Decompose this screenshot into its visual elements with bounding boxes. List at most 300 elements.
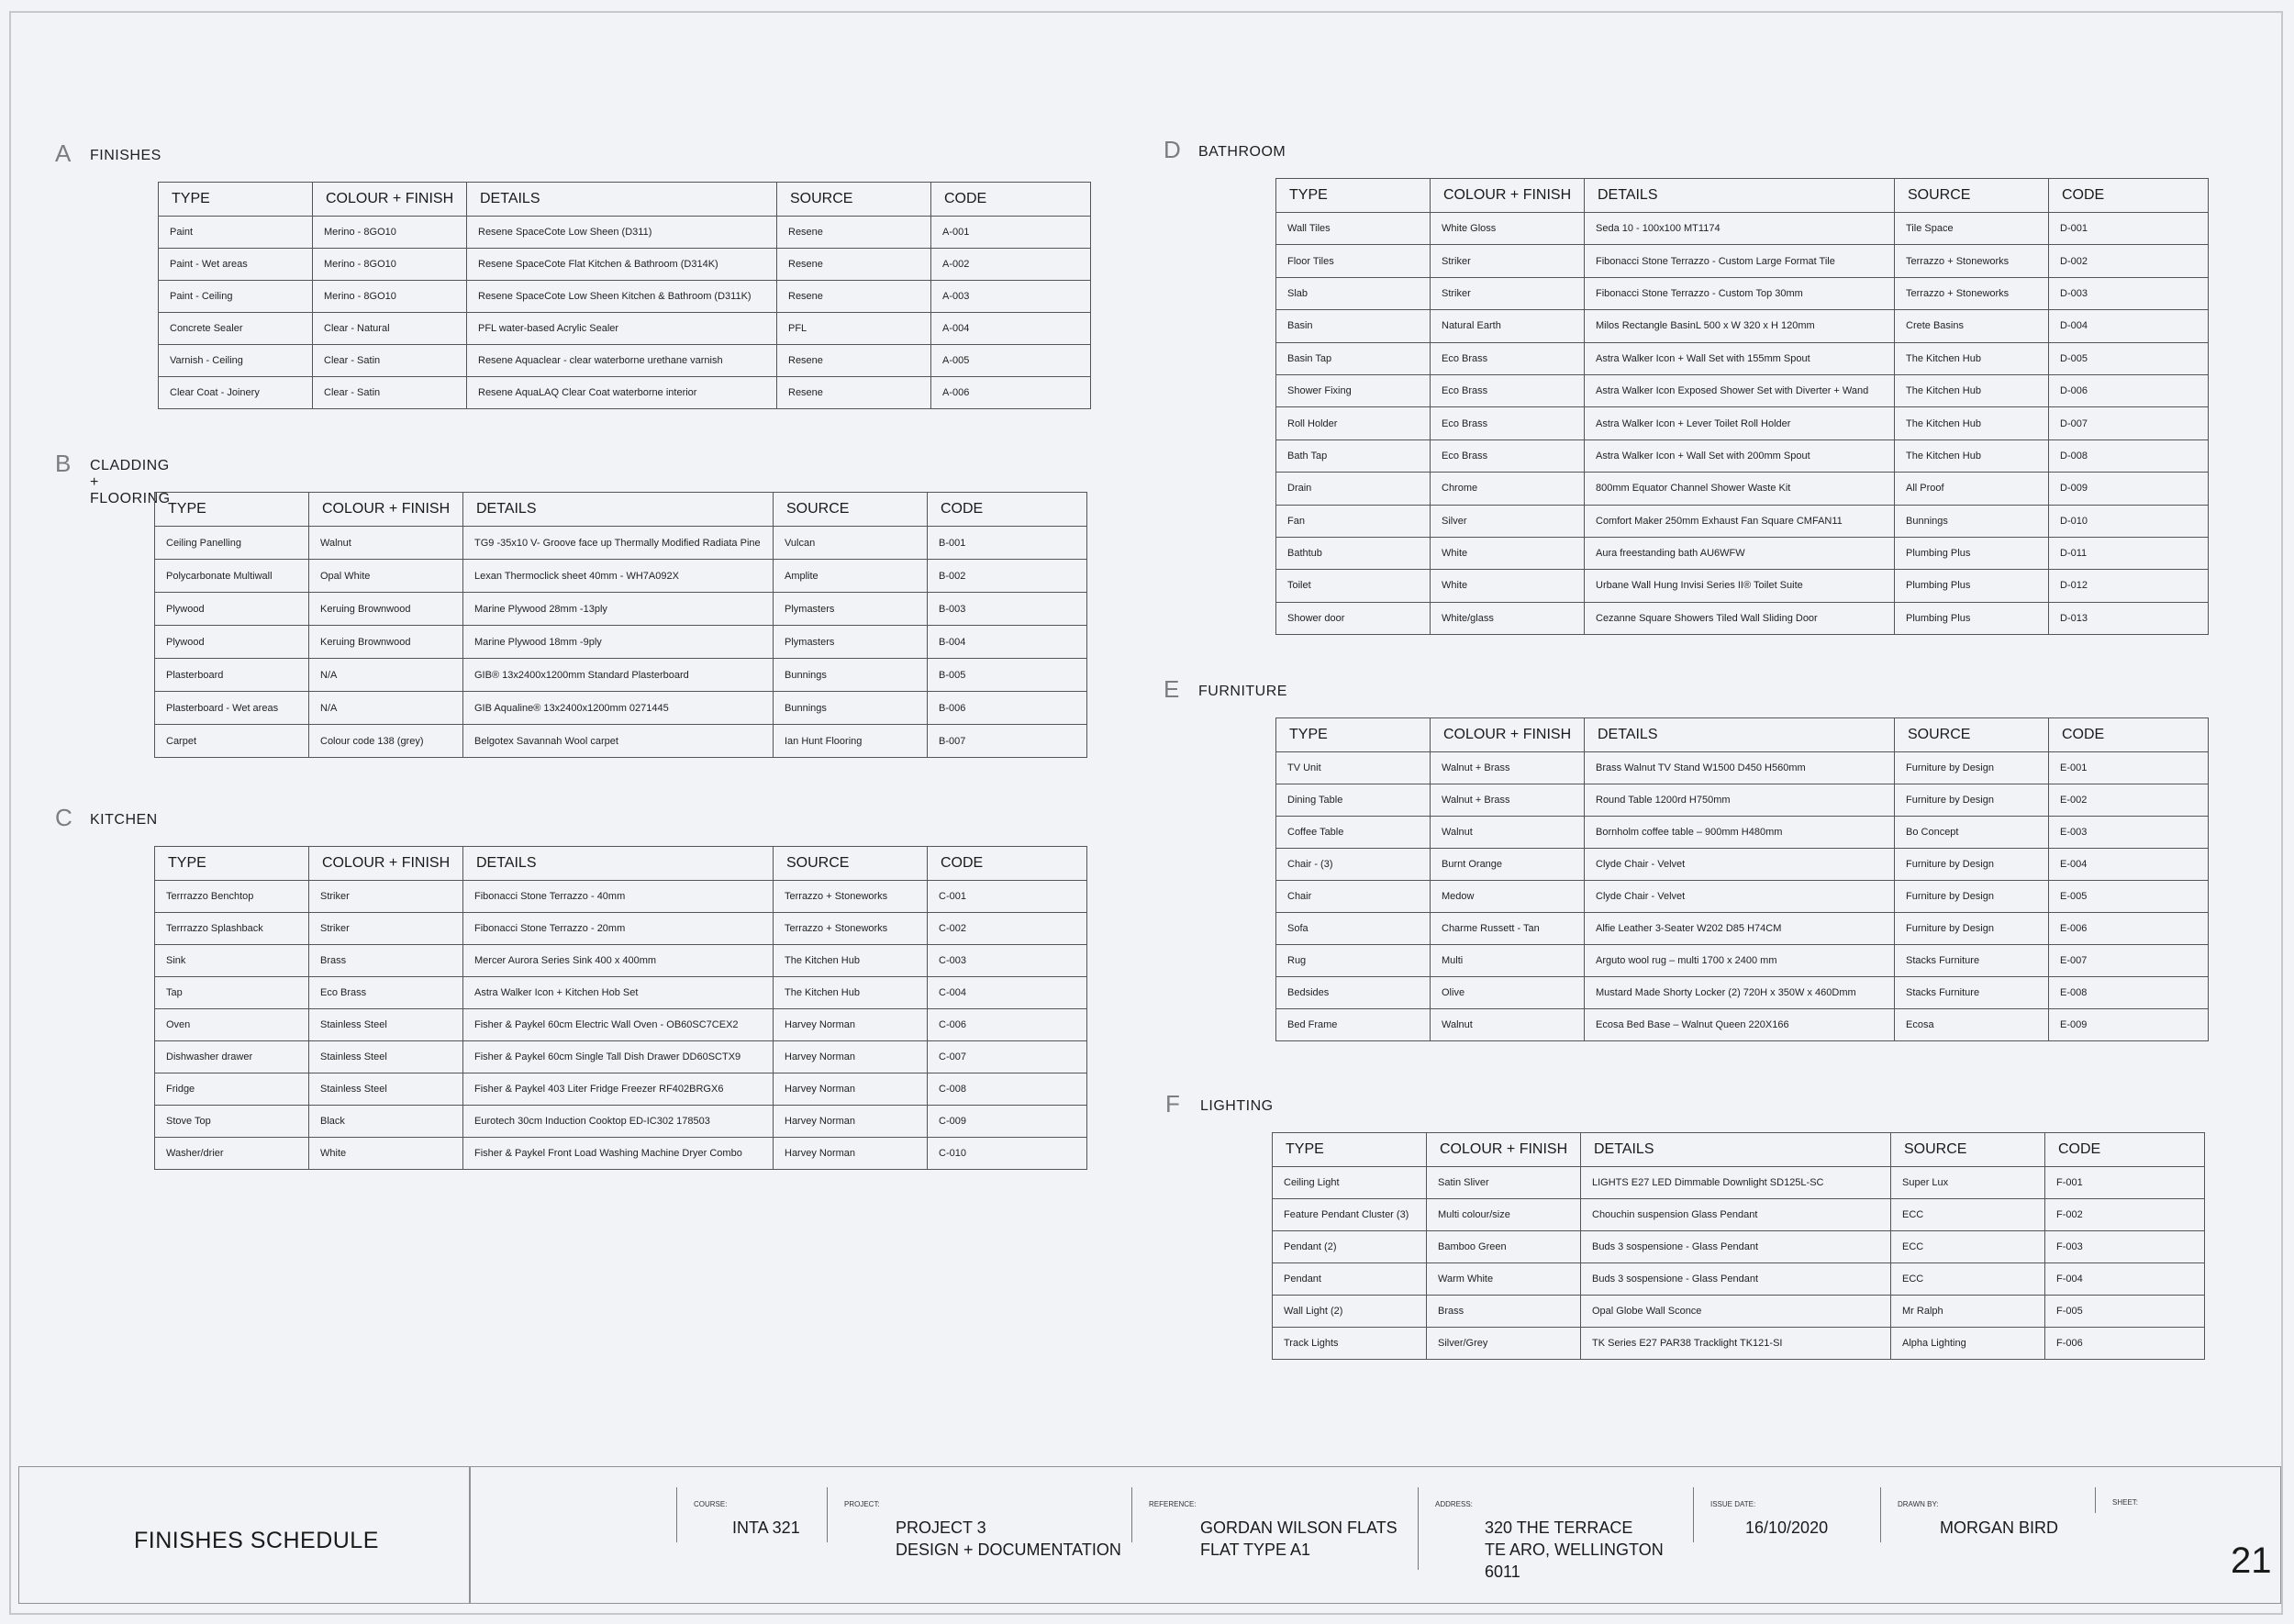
table-cell: D-008 [2049, 439, 2209, 472]
table-cell: C-001 [928, 881, 1087, 913]
table-cell: C-007 [928, 1041, 1087, 1073]
column-header: TYPE [1276, 179, 1431, 213]
table-cell: A-002 [931, 249, 1091, 281]
table-cell: D-013 [2049, 602, 2209, 634]
table-cell: Eco Brass [1431, 407, 1585, 439]
table-cell: Harvey Norman [774, 1106, 928, 1138]
table-cell: Tap [155, 977, 309, 1009]
table-cell: Harvey Norman [774, 1138, 928, 1170]
table-cell: Striker [309, 913, 463, 945]
table-cell: Keruing Brownwood [309, 626, 463, 659]
column-header: CODE [2049, 718, 2209, 752]
table-cell: Warm White [1427, 1263, 1581, 1296]
table-row [1276, 602, 2209, 634]
table-cell: Fan [1276, 505, 1431, 537]
table-cell: C-006 [928, 1009, 1087, 1041]
table-row [155, 1009, 1087, 1041]
column-header: TYPE [1273, 1133, 1427, 1167]
table-cell: Urbane Wall Hung Invisi Series II® Toilet Suite [1585, 570, 1895, 602]
table-cell: Charme Russett - Tan [1431, 913, 1585, 945]
table-row [1276, 784, 2209, 817]
table-cell: Comfort Maker 250mm Exhaust Fan Square CMFAN11 [1585, 505, 1895, 537]
table-cell: Medow [1431, 881, 1585, 913]
table-cell: Black [309, 1106, 463, 1138]
table-cell: Paint - Ceiling [159, 281, 313, 313]
table-row [1273, 1296, 2205, 1328]
issue-date-value: 16/10/2020 [1745, 1518, 1829, 1537]
table-cell: Plumbing Plus [1895, 537, 2049, 569]
column-header: SOURCE [774, 493, 928, 527]
table-cell: Terrazzo + Stoneworks [1895, 277, 2049, 309]
table-row [1276, 473, 2209, 505]
table-cell: D-006 [2049, 374, 2209, 406]
table-row [1273, 1231, 2205, 1263]
table-cell: Plumbing Plus [1895, 570, 2049, 602]
table-cell: Dishwasher drawer [155, 1041, 309, 1073]
table-cell: B-005 [928, 659, 1087, 692]
table-cell: Round Table 1200rd H750mm [1585, 784, 1895, 817]
column-header: DETAILS [1585, 718, 1895, 752]
table-cell: PFL water-based Acrylic Sealer [467, 313, 777, 345]
table-cell: C-009 [928, 1106, 1087, 1138]
table-header-row [155, 847, 1087, 881]
cladding-flooring-table [154, 492, 1087, 758]
table-cell: Terrrazzo Benchtop [155, 881, 309, 913]
column-header: CODE [928, 847, 1087, 881]
table-cell: F-004 [2045, 1263, 2205, 1296]
table-cell: Bathtub [1276, 537, 1431, 569]
table-header-row [155, 493, 1087, 527]
column-header: SOURCE [1891, 1133, 2045, 1167]
table-cell: Fisher & Paykel 60cm Single Tall Dish Drawer DD60SCTX9 [463, 1041, 774, 1073]
course-field [676, 1487, 824, 1542]
table-cell: Plumbing Plus [1895, 602, 2049, 634]
table-row [155, 913, 1087, 945]
table-cell: Striker [1431, 277, 1585, 309]
table-cell: Resene [777, 377, 931, 409]
table-cell: Aura freestanding bath AU6WFW [1585, 537, 1895, 569]
table-cell: Roll Holder [1276, 407, 1431, 439]
table-cell: Buds 3 sospensione - Glass Pendant [1581, 1263, 1891, 1296]
sheet-number: 21 [2231, 1541, 2272, 1581]
table-row [1276, 537, 2209, 569]
table-row [155, 1106, 1087, 1138]
column-header: TYPE [159, 183, 313, 217]
table-cell: Cezanne Square Showers Tiled Wall Sliding Door [1585, 602, 1895, 634]
table-cell: Vulcan [774, 527, 928, 560]
address-label: ADDRESS: [1435, 1500, 1473, 1508]
table-cell: Basin [1276, 310, 1431, 342]
table-cell: White [1431, 570, 1585, 602]
table-cell: C-002 [928, 913, 1087, 945]
column-header: COLOUR + FINISH [313, 183, 467, 217]
table-cell: Clyde Chair - Velvet [1585, 849, 1895, 881]
column-header: CODE [928, 493, 1087, 527]
course-value: INTA 321 [732, 1518, 800, 1537]
table-cell: GIB® 13x2400x1200mm Standard Plasterboard [463, 659, 774, 692]
table-cell: Resene SpaceCote Low Sheen Kitchen & Bathroom (D311K) [467, 281, 777, 313]
table-cell: Tile Space [1895, 213, 2049, 245]
table-cell: Drain [1276, 473, 1431, 505]
table-row [1276, 439, 2209, 472]
table-cell: Eco Brass [1431, 439, 1585, 472]
table-cell: Feature Pendant Cluster (3) [1273, 1199, 1427, 1231]
address-field [1418, 1487, 1676, 1581]
table-cell: Oven [155, 1009, 309, 1041]
table-cell: Clear - Satin [313, 377, 467, 409]
table-header-row [1273, 1133, 2205, 1167]
table-cell: PFL [777, 313, 931, 345]
column-header: SOURCE [774, 847, 928, 881]
table-row [1276, 1009, 2209, 1041]
table-row [159, 345, 1091, 377]
table-cell: Polycarbonate Multiwall [155, 560, 309, 593]
table-cell: Walnut + Brass [1431, 752, 1585, 784]
table-row [159, 217, 1091, 249]
column-header: SOURCE [1895, 718, 2049, 752]
table-cell: E-004 [2049, 849, 2209, 881]
column-header: CODE [2045, 1133, 2205, 1167]
table-cell: Merino - 8GO10 [313, 281, 467, 313]
section-title: FINISHES [90, 148, 161, 163]
table-row [1276, 977, 2209, 1009]
table-cell: Burnt Orange [1431, 849, 1585, 881]
table-cell: N/A [309, 659, 463, 692]
table-cell: Plywood [155, 593, 309, 626]
project-label: PROJECT: [844, 1500, 880, 1508]
table-cell: A-003 [931, 281, 1091, 313]
column-header: DETAILS [467, 183, 777, 217]
table-cell: Chair - (3) [1276, 849, 1431, 881]
bathroom-table [1275, 178, 2209, 635]
table-cell: Track Lights [1273, 1328, 1427, 1360]
table-cell: Bed Frame [1276, 1009, 1431, 1041]
table-cell: E-008 [2049, 977, 2209, 1009]
section-letter: A [55, 139, 72, 167]
table-cell: Fisher & Paykel 403 Liter Fridge Freezer RF402BRGX6 [463, 1073, 774, 1106]
table-cell: D-011 [2049, 537, 2209, 569]
table-cell: Bedsides [1276, 977, 1431, 1009]
table-cell: A-004 [931, 313, 1091, 345]
table-cell: F-003 [2045, 1231, 2205, 1263]
section-title: KITCHEN [90, 812, 158, 828]
table-cell: D-003 [2049, 277, 2209, 309]
table-row [155, 527, 1087, 560]
table-cell: Ecosa [1895, 1009, 2049, 1041]
table-cell: Basin Tap [1276, 342, 1431, 374]
table-cell: Ian Hunt Flooring [774, 725, 928, 758]
table-row [155, 945, 1087, 977]
table-cell: Clear - Natural [313, 313, 467, 345]
column-header: COLOUR + FINISH [1431, 718, 1585, 752]
table-cell: Ceiling Panelling [155, 527, 309, 560]
table-cell: D-010 [2049, 505, 2209, 537]
table-cell: Walnut [1431, 1009, 1585, 1041]
table-cell: A-005 [931, 345, 1091, 377]
table-cell: The Kitchen Hub [1895, 374, 2049, 406]
table-cell: Bornholm coffee table – 900mm H480mm [1585, 817, 1895, 849]
table-cell: Coffee Table [1276, 817, 1431, 849]
table-row [1273, 1167, 2205, 1199]
table-cell: E-002 [2049, 784, 2209, 817]
table-cell: Keruing Brownwood [309, 593, 463, 626]
reference-label: REFERENCE: [1149, 1500, 1197, 1508]
table-cell: Brass [1427, 1296, 1581, 1328]
table-cell: Brass Walnut TV Stand W1500 D450 H560mm [1585, 752, 1895, 784]
table-cell: Resene [777, 345, 931, 377]
finishes-table [158, 182, 1091, 409]
table-row [1276, 277, 2209, 309]
reference-value-1: GORDAN WILSON FLATS [1200, 1518, 1398, 1537]
table-cell: Plasterboard - Wet areas [155, 692, 309, 725]
table-cell: The Kitchen Hub [774, 977, 928, 1009]
table-cell: Furniture by Design [1895, 752, 2049, 784]
table-cell: Striker [1431, 245, 1585, 277]
table-cell: Floor Tiles [1276, 245, 1431, 277]
table-cell: TG9 -35x10 V- Groove face up Thermally Modified Radiata Pine [463, 527, 774, 560]
table-cell: Marine Plywood 28mm -13ply [463, 593, 774, 626]
table-cell: Belgotex Savannah Wool carpet [463, 725, 774, 758]
table-cell: Carpet [155, 725, 309, 758]
table-row [1276, 310, 2209, 342]
table-cell: Clear Coat - Joinery [159, 377, 313, 409]
table-row [155, 659, 1087, 692]
address-value-2: TE ARO, WELLINGTON [1485, 1541, 1664, 1559]
table-cell: Opal White [309, 560, 463, 593]
section-letter: F [1165, 1090, 1180, 1118]
column-header: CODE [931, 183, 1091, 217]
table-cell: Plywood [155, 626, 309, 659]
table-cell: D-005 [2049, 342, 2209, 374]
section-letter: C [55, 804, 72, 831]
table-cell: Terrazzo + Stoneworks [774, 913, 928, 945]
table-cell: Shower Fixing [1276, 374, 1431, 406]
table-cell: Varnish - Ceiling [159, 345, 313, 377]
drawn-by-value: MORGAN BIRD [1940, 1518, 2059, 1537]
table-cell: Mr Ralph [1891, 1296, 2045, 1328]
project-value-1: PROJECT 3 [896, 1518, 986, 1537]
table-cell: White [309, 1138, 463, 1170]
table-cell: Astra Walker Icon + Kitchen Hob Set [463, 977, 774, 1009]
table-row [1276, 407, 2209, 439]
table-cell: Fibonacci Stone Terrazzo - 20mm [463, 913, 774, 945]
table-cell: D-004 [2049, 310, 2209, 342]
table-cell: ECC [1891, 1231, 2045, 1263]
table-cell: B-007 [928, 725, 1087, 758]
table-row [1276, 213, 2209, 245]
table-cell: Stainless Steel [309, 1041, 463, 1073]
table-cell: Sink [155, 945, 309, 977]
drawing-title: FINISHES SCHEDULE [134, 1528, 379, 1553]
table-cell: Stove Top [155, 1106, 309, 1138]
table-cell: F-001 [2045, 1167, 2205, 1199]
table-cell: White Gloss [1431, 213, 1585, 245]
table-row [159, 377, 1091, 409]
table-cell: Resene Aquaclear - clear waterborne urethane varnish [467, 345, 777, 377]
table-cell: TV Unit [1276, 752, 1431, 784]
table-cell: Walnut [1431, 817, 1585, 849]
table-cell: Merino - 8GO10 [313, 249, 467, 281]
table-cell: Resene SpaceCote Flat Kitchen & Bathroom (D314K) [467, 249, 777, 281]
table-cell: Slab [1276, 277, 1431, 309]
column-header: DETAILS [1585, 179, 1895, 213]
issue-date-field [1693, 1487, 1877, 1542]
table-cell: Ceiling Light [1273, 1167, 1427, 1199]
table-row [1273, 1199, 2205, 1231]
table-cell: Crete Basins [1895, 310, 2049, 342]
table-row [1276, 342, 2209, 374]
table-row [1273, 1263, 2205, 1296]
table-row [1276, 374, 2209, 406]
furniture-table [1275, 717, 2209, 1041]
table-cell: Plasterboard [155, 659, 309, 692]
table-cell: Silver [1431, 505, 1585, 537]
column-header: COLOUR + FINISH [1427, 1133, 1581, 1167]
table-cell: Resene [777, 281, 931, 313]
table-cell: Walnut [309, 527, 463, 560]
table-cell: Bath Tap [1276, 439, 1431, 472]
table-row [155, 593, 1087, 626]
sheet-label: SHEET: [2112, 1498, 2139, 1507]
table-cell: Fisher & Paykel Front Load Washing Machine Dryer Combo [463, 1138, 774, 1170]
title-block [18, 1466, 2281, 1604]
table-cell: Eco Brass [1431, 374, 1585, 406]
table-cell: Amplite [774, 560, 928, 593]
table-row [1276, 752, 2209, 784]
table-cell: Shower door [1276, 602, 1431, 634]
table-cell: Fibonacci Stone Terrazzo - Custom Top 30mm [1585, 277, 1895, 309]
project-value-2: DESIGN + DOCUMENTATION [896, 1541, 1121, 1559]
table-cell: Marine Plywood 18mm -9ply [463, 626, 774, 659]
table-cell: Stacks Furniture [1895, 945, 2049, 977]
column-header: COLOUR + FINISH [309, 847, 463, 881]
table-cell: Plymasters [774, 626, 928, 659]
table-row [1276, 881, 2209, 913]
table-cell: The Kitchen Hub [1895, 407, 2049, 439]
table-cell: Colour code 138 (grey) [309, 725, 463, 758]
table-row [159, 281, 1091, 313]
table-cell: ECC [1891, 1199, 2045, 1231]
table-cell: E-001 [2049, 752, 2209, 784]
table-cell: C-003 [928, 945, 1087, 977]
table-cell: Stainless Steel [309, 1009, 463, 1041]
table-cell: Wall Light (2) [1273, 1296, 1427, 1328]
table-cell: Fridge [155, 1073, 309, 1106]
table-row [1276, 245, 2209, 277]
table-cell: N/A [309, 692, 463, 725]
table-cell: GIB Aqualine® 13x2400x1200mm 0271445 [463, 692, 774, 725]
section-letter: E [1164, 675, 1180, 703]
table-cell: Opal Globe Wall Sconce [1581, 1296, 1891, 1328]
column-header: SOURCE [777, 183, 931, 217]
table-cell: Stacks Furniture [1895, 977, 2049, 1009]
table-cell: Arguto wool rug – multi 1700 x 2400 mm [1585, 945, 1895, 977]
column-header: TYPE [1276, 718, 1431, 752]
table-cell: Brass [309, 945, 463, 977]
section-letter: B [55, 450, 72, 477]
table-cell: Alfie Leather 3-Seater W202 D85 H74CM [1585, 913, 1895, 945]
table-cell: Fibonacci Stone Terrazzo - Custom Large Format Tile [1585, 245, 1895, 277]
table-cell: Furniture by Design [1895, 913, 2049, 945]
table-cell: E-009 [2049, 1009, 2209, 1041]
table-cell: Resene [777, 249, 931, 281]
column-header: SOURCE [1895, 179, 2049, 213]
table-row [155, 626, 1087, 659]
table-cell: Clyde Chair - Velvet [1585, 881, 1895, 913]
table-cell: Super Lux [1891, 1167, 2045, 1199]
table-header-row [1276, 179, 2209, 213]
title-block-divider [469, 1467, 471, 1603]
table-cell: Bamboo Green [1427, 1231, 1581, 1263]
table-cell: B-001 [928, 527, 1087, 560]
table-cell: Multi [1431, 945, 1585, 977]
table-row [1276, 945, 2209, 977]
table-cell: Eco Brass [309, 977, 463, 1009]
table-cell: A-006 [931, 377, 1091, 409]
table-cell: D-001 [2049, 213, 2209, 245]
address-value-1: 320 THE TERRACE [1485, 1518, 1633, 1537]
table-cell: B-003 [928, 593, 1087, 626]
table-cell: Walnut + Brass [1431, 784, 1585, 817]
table-header-row [1276, 718, 2209, 752]
table-cell: Alpha Lighting [1891, 1328, 2045, 1360]
table-row [159, 313, 1091, 345]
table-cell: Plymasters [774, 593, 928, 626]
table-cell: Ecosa Bed Base – Walnut Queen 220X166 [1585, 1009, 1895, 1041]
table-cell: Milos Rectangle BasinL 500 x W 320 x H 120mm [1585, 310, 1895, 342]
table-cell: C-008 [928, 1073, 1087, 1106]
table-cell: Rug [1276, 945, 1431, 977]
table-cell: Striker [309, 881, 463, 913]
table-row [155, 1138, 1087, 1170]
table-cell: Buds 3 sospensione - Glass Pendant [1581, 1231, 1891, 1263]
table-cell: Natural Earth [1431, 310, 1585, 342]
table-cell: Astra Walker Icon + Wall Set with 155mm Spout [1585, 342, 1895, 374]
table-cell: Resene [777, 217, 931, 249]
table-cell: Seda 10 - 100x100 MT1174 [1585, 213, 1895, 245]
table-cell: Harvey Norman [774, 1041, 928, 1073]
section-title: FURNITURE [1198, 684, 1287, 699]
table-cell: Terrazzo + Stoneworks [1895, 245, 2049, 277]
table-cell: Chrome [1431, 473, 1585, 505]
table-row [1273, 1328, 2205, 1360]
table-cell: E-003 [2049, 817, 2209, 849]
table-cell: Wall Tiles [1276, 213, 1431, 245]
table-cell: Fibonacci Stone Terrazzo - 40mm [463, 881, 774, 913]
table-cell: Concrete Sealer [159, 313, 313, 345]
table-cell: Resene SpaceCote Low Sheen (D311) [467, 217, 777, 249]
table-cell: Satin Sliver [1427, 1167, 1581, 1199]
table-cell: Dining Table [1276, 784, 1431, 817]
table-cell: A-001 [931, 217, 1091, 249]
table-cell: Terrazzo + Stoneworks [774, 881, 928, 913]
column-header: DETAILS [463, 493, 774, 527]
table-row [1276, 849, 2209, 881]
table-cell: Furniture by Design [1895, 849, 2049, 881]
table-cell: ECC [1891, 1263, 2045, 1296]
table-cell: The Kitchen Hub [774, 945, 928, 977]
table-cell: Furniture by Design [1895, 881, 2049, 913]
table-cell: B-002 [928, 560, 1087, 593]
table-cell: Paint [159, 217, 313, 249]
sheet-field [2095, 1487, 2188, 1513]
table-cell: Harvey Norman [774, 1073, 928, 1106]
table-cell: Astra Walker Icon + Wall Set with 200mm Spout [1585, 439, 1895, 472]
table-cell: Pendant [1273, 1263, 1427, 1296]
table-cell: Silver/Grey [1427, 1328, 1581, 1360]
table-cell: Bunnings [774, 692, 928, 725]
table-cell: Astra Walker Icon + Lever Toilet Roll Holder [1585, 407, 1895, 439]
